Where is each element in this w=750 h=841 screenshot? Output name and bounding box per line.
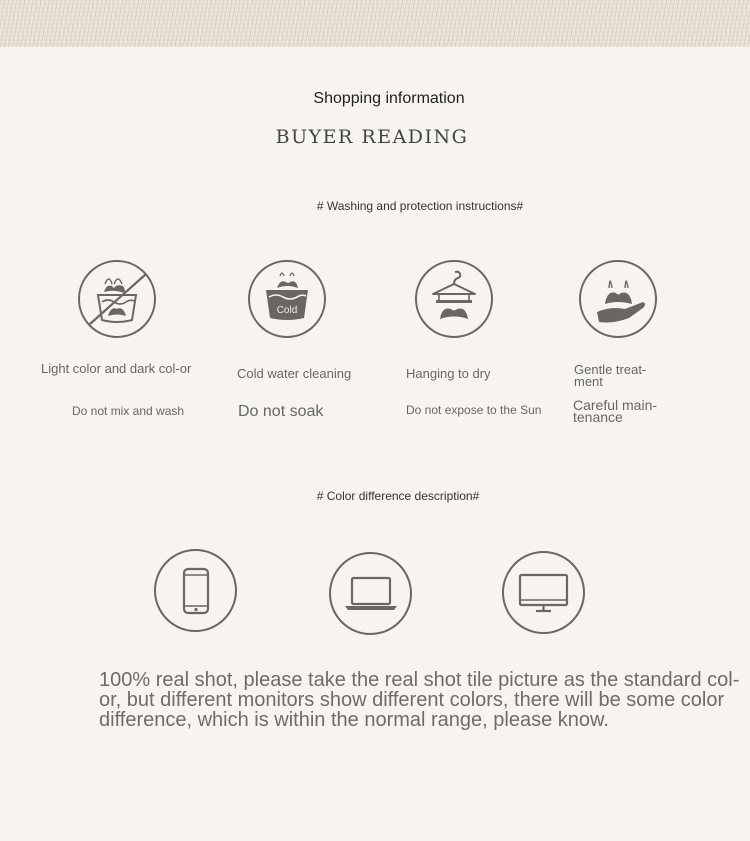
hanger-icon [415,260,493,338]
wash-label-1: Light color and dark col-or [41,361,192,376]
cold-icon-label: Cold [276,305,298,316]
wash-label-3: Hanging to dry [406,366,491,381]
laptop-icon [329,552,412,635]
cold-water-icon [248,260,326,338]
smartphone-icon [154,549,237,632]
fabric-texture-banner [0,0,750,47]
monitor-icon [502,551,585,634]
wash-sublabel-4: Careful main-tenance [573,397,658,425]
wash-sublabel-3: Do not expose to the Sun [406,403,542,417]
page-subtitle: BUYER READING [275,126,469,148]
hand-care-icon [579,260,657,338]
wash-label-4: Gentle treat-ment [574,362,647,389]
washing-section-title: # Washing and protection instructions# [316,199,524,213]
wash-sublabel-2: Do not soak [238,403,324,420]
wash-sublabel-1: Do not mix and wash [72,404,185,418]
color-difference-section-title: # Color difference description# [316,489,480,503]
page-title: Shopping information [313,90,465,107]
no-mix-wash-icon [78,260,156,338]
wash-label-2: Cold water cleaning [237,366,352,381]
color-difference-note: 100% real shot, please take the real shot tile picture as the standard col-or, but different monitors show different colors, there will be some color difference, which is within the normal range, please know. [99,669,740,731]
